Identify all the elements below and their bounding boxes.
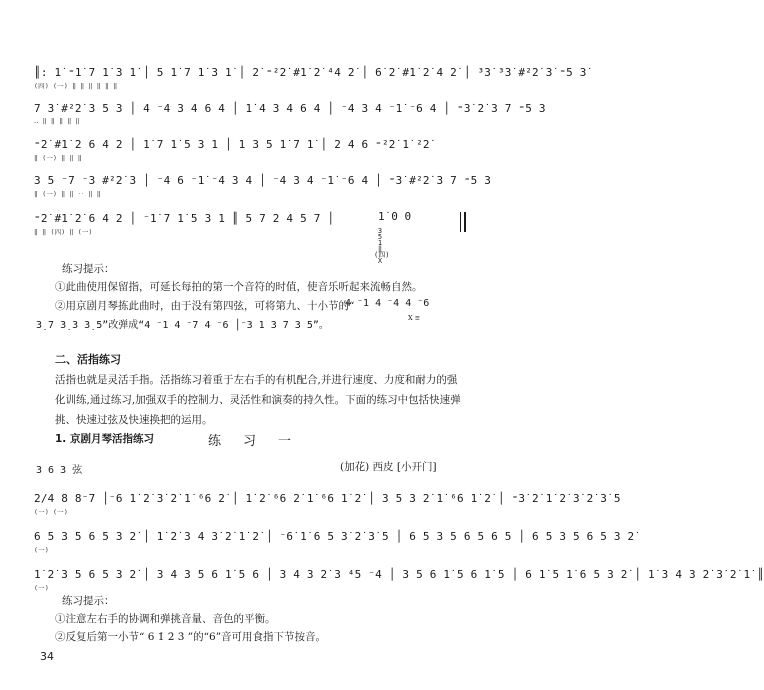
section-paragraph: 活指也就是灵活手指。活指练习着重于左右手的有机配合,并进行速度、力度和耐力的强化训练,通过练习,加强双手的控制力、灵活性和演奏的持久性。下面的练习中包括快速弹挑、快速过弦及快速换把的运用。 (55, 374, 461, 426)
score-row-5 (34, 208, 374, 238)
score-row-notes: 2/4 8 8⁻7 │⁻6 1̇ 2̇ 3̇ 2̇ 1̇ ⁶6 2̇ │ 1̇ 2̇ ⁶6 2̇ 1̇ ⁶6 1̇ 2̇ │ 3 5 3 2̇ 1̇ ⁶6 1̇ 2̇ │ ⁼3̇ 2̇ 1̇ 2̇ 3̇ 2̇ 3̇ 5 (34, 492, 621, 505)
score-row-4 (34, 170, 492, 200)
tip-item-2-marks: X ≡ (408, 314, 421, 322)
page-number: 34 (40, 650, 54, 663)
subsection-title: 1. 京剧月琴活指练习 (55, 433, 154, 445)
score2-row-2 (34, 526, 635, 556)
score-row-3 (34, 134, 462, 164)
score-ending-notes: 1̇ 0 0 (378, 210, 412, 223)
tip-item-1: ①此曲使用保留指，可延长每拍的第一个音符的时值，使音乐听起来流畅自然。 (55, 281, 423, 293)
score-ending-stack: 3 5 1 ‖ (四) X (374, 227, 390, 265)
final-barline (460, 212, 466, 232)
score-row-marks: (四) (一) ‖ ‖ ‖ ‖ ‖ ‖ (34, 82, 118, 90)
tip2-item-2: ②反复后第一小节“ 6 1̇ 2̇ 3̇ ”的“6”音可用食指下节按音。 (55, 631, 327, 643)
tip-item-2-part-a: ②用京剧月琴拣此曲时，由于没有第四弦，可将第九、十小节的“ (55, 300, 355, 312)
tips2-heading: 练习提示： (62, 595, 115, 607)
score-row-notes: 7 3̇ #²2̇ 3 5 3 │ 4 ⁻4 3 4 6 4 │ 1̇ 4 3 4 6 4 │ ⁻4 3 4 ⁻1̇ ⁻6 4 │ ⁼3̇ 2̇ 3 7 ⁼5 3 (34, 102, 546, 115)
score-row-2 (34, 98, 546, 128)
score-row-marks: ‖ (一) ‖ ‖ ‖ (34, 154, 82, 162)
score2-row-1 (34, 488, 621, 518)
tip-item-2-notation-b: 3̣ 7 3̣ 3 3̣ 5”改弹成“4 ⁻1 4 ⁻7 4 ⁻6 │⁻3 1 3 7 3 5”。 (36, 320, 329, 331)
score-row-notes: ⁼2̇ #1̇ 2 6 4 2 │ 1̇ 7 1̇ 5 3 1 │ 1 3 5 1̇ 7 1̇ │ 2 4 6 ⁼²2̇ 1̇ ²2̇ (34, 138, 430, 151)
score-row-notes: 6 5 3 5 6 5 3 2̇ │ 1̇ 2̇ 3 4 3̇ 2̇ 1̇ 2̇ │ ⁻6̇ 1̇ 6 5 3̇ 2̇ 3̇ 5 │ 6 5 3 5 6 5 6 5 │ 6 5 3 5 6 5 3 2̇ (34, 530, 635, 543)
score-row-marks: ‖ ‖ (四) ‖ (一) (34, 228, 93, 236)
score-row-1 (34, 62, 587, 92)
score-row-marks: ‖ (一) ‖ ‖ ‥ ‖ ‖ (34, 190, 101, 198)
tip-item-2-notation-a: 4 ⁻1 4 ⁻4 4 ⁻6 (345, 298, 430, 309)
score-row-marks: (一) (一) (34, 508, 68, 516)
score-row-notes: ║: 1̇ ⁼1̇ 7 1̇ 3 1̇ │ 5 1̇ 7 1̇ 3 1̇ │ 2̇ ⁼²2̇ #1̇ 2̇ ⁴4 2̇ │ 6̇ 2̇ #1̇ 2̇ 4 2̇ │ ³3̇ ³3̇ #²2̇ 3̇ ⁼5 3̇ (34, 66, 587, 79)
tip2-item-1: ①注意左右手的协调和弹挑音量、音色的平衡。 (55, 613, 276, 625)
score-row-marks: ‥ ‖ ‖ ‖ ‖ ‖ (34, 117, 80, 125)
exercise-title: 练习一 (208, 434, 314, 449)
score-row-marks: (一) (34, 584, 49, 592)
score-row-marks: (一) (34, 546, 49, 554)
tuning-label: 3 6 3 弦 (36, 465, 83, 476)
score-row-notes: 1̇ 2̇ 3 5 6 5 3 2̇ │ 3 4 3 5 6 1̇ 5 6 │ 3 4 3 2̇ 3 ⁴5 ⁻4 │ 3 5 6 1̇ 5 6 1̇ 5 │ 6 1̇ 5 1̇ 6 5 3 2̇ │ 1̇ 3 4 3 2̇ 3̇ 2̇ 1̇ ║ (34, 568, 764, 581)
key-label: (加花) 西皮 [小开门] (340, 461, 437, 473)
section-title: 二、活指练习 (55, 353, 121, 366)
tips-heading: 练习提示： (62, 263, 115, 275)
score2-row-3 (34, 564, 764, 594)
score-row-notes: 3 5 ⁻7 ⁻3 #²2̇ 3 │ ⁻4 6 ⁻1̇ ⁻4 3 4 │ ⁻4 3 4 ⁻1̇ ⁻6 4 │ ⁼3̇ #²2̇ 3 7 ⁼5 3 (34, 174, 492, 187)
score-row-notes: ⁼2̇ #1̇ 2̇ 6 4 2 │ ⁻1̇ 7 1̇ 5 3 1 ║ 5 7 2 4 5 7 │ (34, 212, 335, 225)
